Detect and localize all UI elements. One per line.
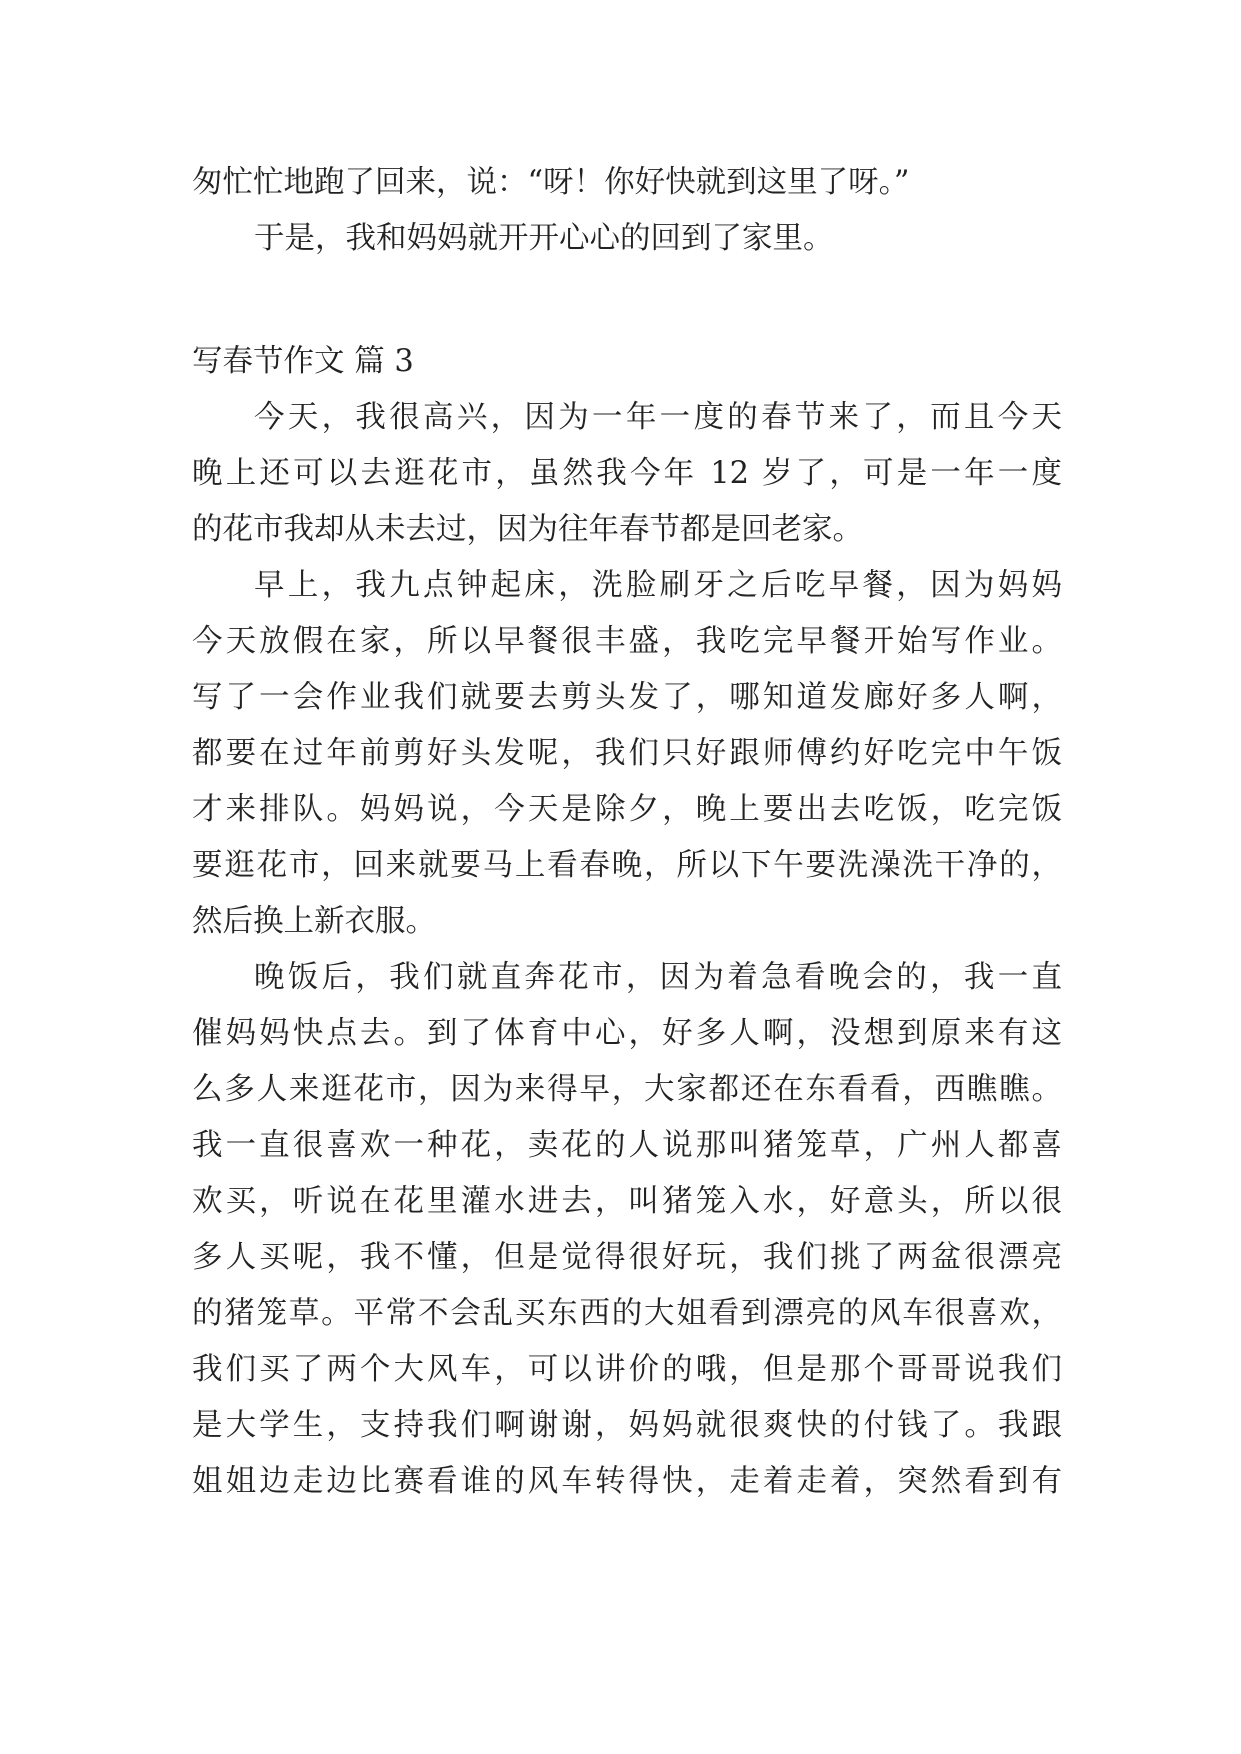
paragraph-line: 欢买，听说在花里灌水进去，叫猪笼入水，好意头，所以很 bbox=[192, 1184, 1062, 1219]
paragraph-1 bbox=[192, 390, 1062, 558]
paragraph-line: 今天，我很高兴，因为一年一度的春节来了，而且今天 bbox=[254, 400, 1062, 435]
paragraph-line: 多人买呢，我不懂，但是觉得很好玩，我们挑了两盆很漂亮 bbox=[192, 1240, 1062, 1275]
intro-line-2: 于是，我和妈妈就开开心心的回到了家里。 bbox=[254, 221, 834, 256]
section-gap bbox=[192, 267, 1062, 334]
paragraph-2 bbox=[192, 558, 1062, 950]
section-title: 写春节作文 篇 3 bbox=[192, 344, 414, 379]
paragraph-line: 才来排队。妈妈说，今天是除夕，晚上要出去吃饭，吃完饭 bbox=[192, 792, 1062, 827]
paragraph-line: 今天放假在家，所以早餐很丰盛，我吃完早餐开始写作业。 bbox=[192, 624, 1062, 659]
paragraph-line: 我们买了两个大风车，可以讲价的哦，但是那个哥哥说我们 bbox=[192, 1352, 1062, 1387]
paragraph-line: 写了一会作业我们就要去剪头发了，哪知道发廊好多人啊， bbox=[192, 680, 1062, 715]
paragraph-line: 催妈妈快点去。到了体育中心，好多人啊，没想到原来有这 bbox=[192, 1016, 1062, 1051]
paragraph-3 bbox=[192, 950, 1062, 1510]
paragraph-line: 的猪笼草。平常不会乱买东西的大姐看到漂亮的风车很喜欢， bbox=[192, 1296, 1062, 1331]
document-body bbox=[192, 155, 1062, 1510]
paragraph-line: 是大学生，支持我们啊谢谢，妈妈就很爽快的付钱了。我跟 bbox=[192, 1408, 1062, 1443]
paragraph-line: 晚上还可以去逛花市，虽然我今年 12 岁了，可是一年一度 bbox=[192, 456, 1062, 491]
paragraph-line: 的花市我却从未去过，因为往年春节都是回老家。 bbox=[192, 512, 863, 547]
paragraph-line: 早上，我九点钟起床，洗脸刷牙之后吃早餐，因为妈妈 bbox=[254, 568, 1062, 603]
paragraph-line: 我一直很喜欢一种花，卖花的人说那叫猪笼草，广州人都喜 bbox=[192, 1128, 1062, 1163]
paragraph-line: 姐姐边走边比赛看谁的风车转得快，走着走着，突然看到有 bbox=[192, 1464, 1062, 1499]
paragraph-line: 晚饭后，我们就直奔花市，因为着急看晚会的，我一直 bbox=[254, 960, 1062, 995]
paragraph-line: 要逛花市，回来就要马上看春晚，所以下午要洗澡洗干净的， bbox=[192, 848, 1062, 883]
paragraph-line: 都要在过年前剪好头发呢，我们只好跟师傅约好吃完中午饭 bbox=[192, 736, 1062, 771]
intro-line-1: 匆忙忙地跑了回来，说：“呀！你好快就到这里了呀。” bbox=[192, 165, 910, 200]
paragraph-line: 么多人来逛花市，因为来得早，大家都还在东看看，西瞧瞧。 bbox=[192, 1072, 1062, 1107]
paragraph-line: 然后换上新衣服。 bbox=[192, 904, 436, 939]
